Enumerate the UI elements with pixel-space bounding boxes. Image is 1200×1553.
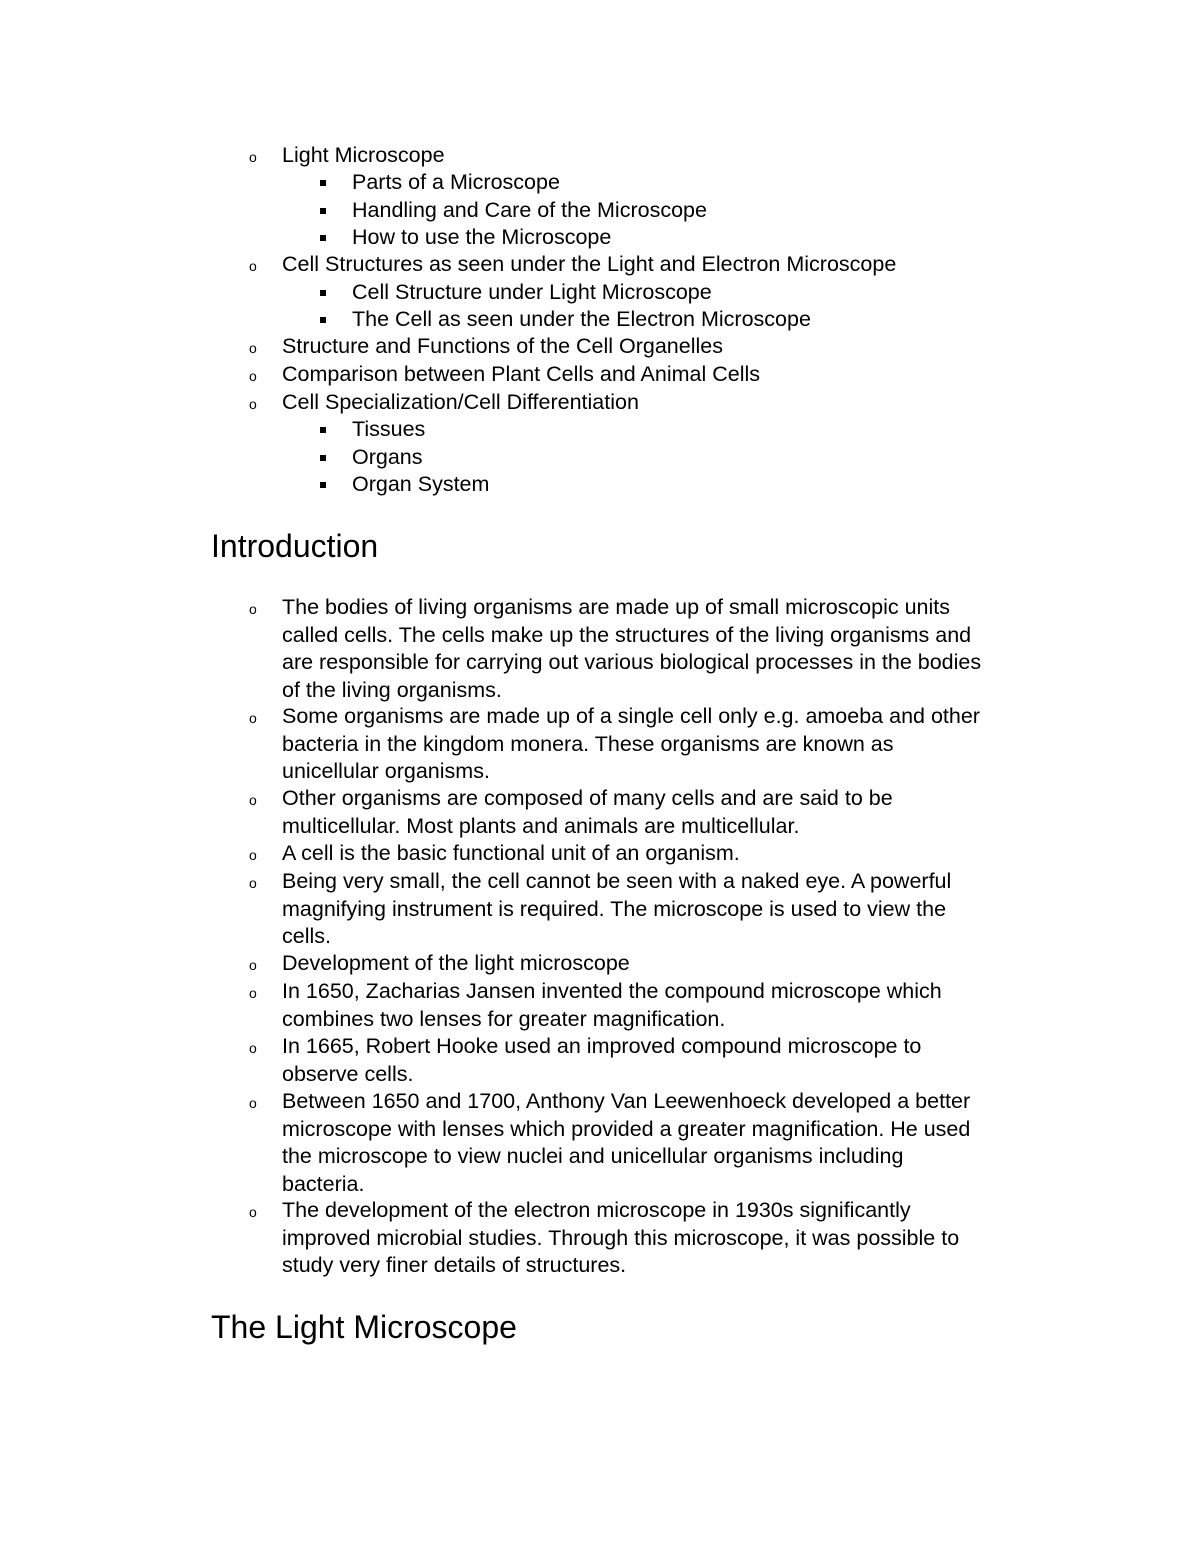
heading-introduction: Introduction (211, 528, 379, 564)
bullet-o: o (249, 396, 257, 412)
heading-light-microscope: The Light Microscope (211, 1309, 517, 1345)
toc-label: Light Microscope (282, 143, 445, 167)
toc-subitem (352, 444, 423, 472)
bullet-square (320, 235, 326, 241)
intro-line: observe cells. (282, 1061, 414, 1086)
bullet-o: o (249, 601, 257, 617)
bullet-o: o (249, 1204, 257, 1220)
bullet-square (320, 455, 326, 461)
intro-line: The bodies of living organisms are made up of small microscopic units (282, 595, 950, 619)
intro-item (249, 840, 740, 868)
toc-sub-label: How to use the Microscope (352, 225, 612, 249)
bullet-square (320, 427, 326, 433)
toc-label: Cell Specialization/Cell Differentiation (282, 390, 639, 414)
bullet-o: o (249, 710, 257, 726)
bullet-o: o (249, 985, 257, 1001)
toc-sub-label: Tissues (352, 417, 426, 441)
intro-item (249, 703, 980, 786)
intro-line: cells. (282, 924, 331, 948)
toc-subitem (352, 279, 712, 307)
intro-line: unicellular organisms. (282, 759, 490, 783)
intro-item (249, 978, 942, 1033)
bullet-o: o (249, 149, 257, 165)
intro-item (249, 868, 952, 951)
toc-label: Comparison between Plant Cells and Animal Cells (282, 362, 761, 386)
intro-item (249, 594, 982, 704)
bullet-square (320, 208, 326, 214)
intro-line: A cell is the basic functional unit of an organism. (282, 841, 740, 865)
intro-line: bacteria. (282, 1171, 365, 1196)
intro-line: In 1650, Zacharias Jansen invented the compound microscope which (282, 979, 942, 1003)
intro-item (249, 1033, 922, 1088)
toc-subitem (352, 197, 707, 225)
intro-item (249, 950, 630, 978)
intro-item (249, 1197, 960, 1280)
intro-line: the microscope to view nuclei and unicellular organisms including (282, 1144, 904, 1168)
toc-sub-label: Cell Structure under Light Microscope (352, 280, 712, 304)
intro-line: The development of the electron microscope in 1930s significantly (282, 1198, 911, 1222)
toc-subitem (352, 224, 611, 252)
toc-item-organelles (249, 333, 723, 361)
bullet-o: o (249, 258, 257, 274)
intro-line: In 1665, Robert Hooke used an improved compound microscope to (282, 1034, 922, 1058)
bullet-o: o (249, 957, 257, 973)
intro-line: of the living organisms. (282, 677, 502, 702)
intro-line: microscope with lenses which provided a greater magnification. He used (282, 1116, 971, 1141)
intro-line: improved microbial studies. Through this microscope, it was possible to (282, 1225, 960, 1250)
intro-line: Between 1650 and 1700, Anthony Van Leewenhoeck developed a better (282, 1089, 971, 1113)
bullet-square (320, 180, 326, 186)
toc-item-light-microscope (249, 142, 445, 170)
bullet-o: o (249, 340, 257, 356)
bullet-o: o (249, 792, 257, 808)
intro-item (249, 785, 893, 840)
intro-line: multicellular. Most plants and animals are multicellular. (282, 813, 800, 838)
toc-sub-label: Parts of a Microscope (352, 170, 560, 194)
toc-sub-label: The Cell as seen under the Electron Microscope (352, 307, 811, 331)
bullet-square (320, 290, 326, 296)
intro-line: Development of the light microscope (282, 951, 630, 975)
intro-item (249, 1088, 971, 1198)
toc-sub-label: Organs (352, 445, 423, 469)
intro-line: magnifying instrument is required. The microscope is used to view the (282, 896, 947, 921)
intro-line: Some organisms are made up of a single cell only e.g. amoeba and other (282, 704, 980, 728)
intro-line: combines two lenses for greater magnification. (282, 1006, 726, 1031)
bullet-square (320, 317, 326, 323)
toc-label: Cell Structures as seen under the Light and Electron Microscope (282, 252, 897, 276)
bullet-o: o (249, 847, 257, 863)
intro-line: Being very small, the cell cannot be seen with a naked eye. A powerful (282, 869, 952, 893)
toc-item-specialization (249, 389, 639, 417)
toc-subitem (352, 416, 425, 444)
toc-label: Structure and Functions of the Cell Organelles (282, 334, 723, 358)
toc-sub-label: Organ System (352, 472, 490, 496)
bullet-o: o (249, 875, 257, 891)
intro-line: Other organisms are composed of many cells and are said to be (282, 786, 893, 810)
bullet-square (320, 482, 326, 488)
bullet-o: o (249, 1095, 257, 1111)
toc-item-cell-structures (249, 251, 897, 279)
intro-line: called cells. The cells make up the structures of the living organisms and (282, 622, 972, 647)
intro-line: are responsible for carrying out various biological processes in the bodies (282, 650, 982, 674)
bullet-o: o (249, 368, 257, 384)
intro-line: bacteria in the kingdom monera. These organisms are known as (282, 731, 894, 756)
toc-sub-label: Handling and Care of the Microscope (352, 198, 707, 222)
bullet-o: o (249, 1040, 257, 1056)
toc-item-comparison (249, 361, 761, 389)
toc-subitem (352, 471, 489, 499)
toc-subitem (352, 169, 560, 197)
intro-line: study very finer details of structures. (282, 1253, 627, 1277)
toc-subitem (352, 306, 811, 334)
